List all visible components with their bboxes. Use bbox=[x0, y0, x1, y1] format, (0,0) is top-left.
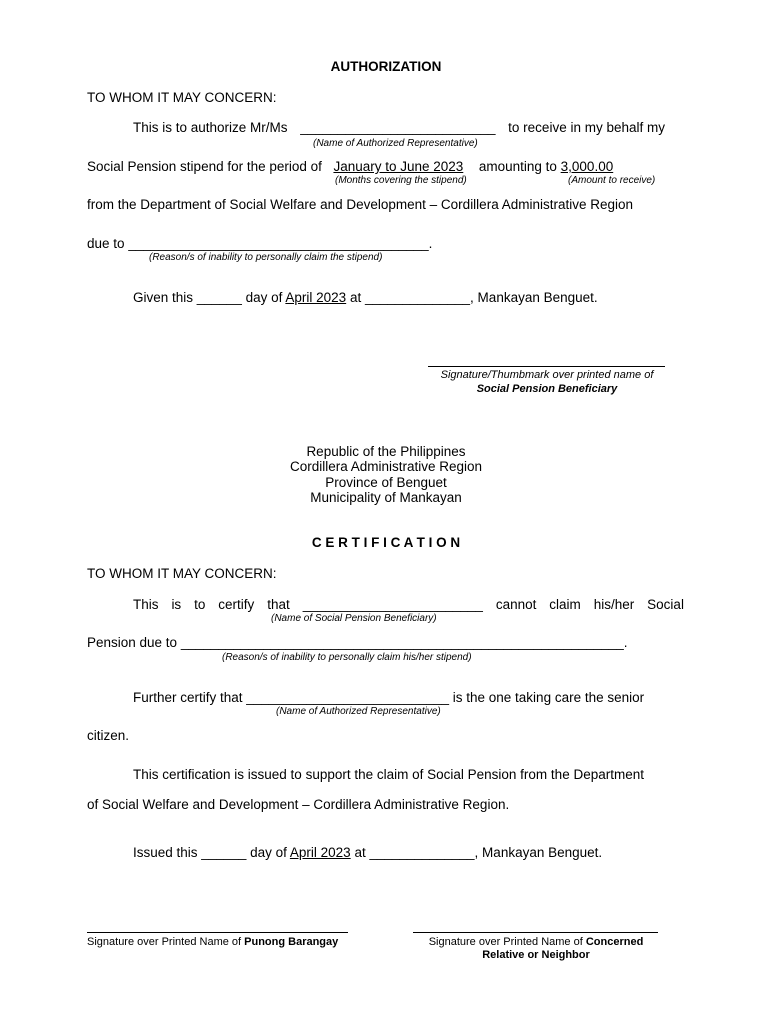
c1-word: cannot bbox=[495, 597, 537, 612]
issued-month: April 2023 bbox=[289, 845, 351, 860]
beneficiary-signature-caption: Signature/Thumbmark over printed name of bbox=[440, 369, 654, 381]
beneficiary-signature-role: Social Pension Beneficiary bbox=[476, 383, 618, 395]
certification-line6: of Social Welfare and Development – Cordillera Administrative Region. bbox=[87, 797, 510, 812]
header-republic: Republic of the Philippines bbox=[306, 444, 466, 459]
certification-salutation: TO WHOM IT MAY CONCERN: bbox=[87, 566, 277, 581]
certification-line3: Further certify that ___________________________ is the one taking care the senior bbox=[133, 690, 645, 705]
c1-word: Social bbox=[647, 597, 684, 612]
sig-right-pre: Signature over Printed Name of bbox=[428, 936, 586, 948]
line2-pre: Social Pension stipend for the period of bbox=[87, 159, 322, 174]
barangay-signature-caption bbox=[87, 937, 338, 948]
authorization-line2 bbox=[87, 160, 613, 174]
relative-signature-caption bbox=[400, 937, 672, 948]
c1-word: claim bbox=[549, 597, 581, 612]
barangay-signature-line bbox=[87, 932, 348, 933]
amount-value: 3,000.00 bbox=[560, 159, 614, 174]
note-amount: (Amount to receive) bbox=[568, 175, 656, 186]
line1-pre: This is to authorize Mr/Ms bbox=[133, 120, 288, 135]
certification-line2: Pension due to ___________________________________________________________. bbox=[87, 635, 628, 650]
certification-line4: citizen. bbox=[87, 728, 130, 743]
note-beneficiary: (Name of Social Pension Beneficiary) bbox=[271, 613, 437, 624]
sig-right-role: Concerned bbox=[585, 936, 644, 948]
beneficiary-blank: ________________________ bbox=[302, 597, 483, 612]
authorization-salutation: TO WHOM IT MAY CONCERN: bbox=[87, 90, 277, 105]
c1-word: is bbox=[171, 597, 182, 612]
note-reason-cert: (Reason/s of inability to personally claim his/her stipend) bbox=[222, 652, 472, 663]
note-reason: (Reason/s of inability to personally claim the stipend) bbox=[149, 252, 383, 263]
relative-signature-caption-2: Relative or Neighbor bbox=[482, 949, 590, 961]
certification-line5: This certification is issued to support the claim of Social Pension from the Department bbox=[133, 767, 644, 782]
issued-post: at ______________, Mankayan Benguet. bbox=[354, 845, 603, 860]
authorization-line3: from the Department of Social Welfare and Development – Cordillera Administrative Region bbox=[87, 197, 634, 212]
due-blank: ________________________________________. bbox=[128, 236, 433, 251]
given-pre: Given this ______ day of bbox=[133, 290, 283, 305]
relative-signature-line bbox=[413, 932, 658, 933]
due-pre: due to bbox=[87, 236, 125, 251]
sig-left-role: Punong Barangay bbox=[244, 936, 339, 948]
beneficiary-signature-line bbox=[428, 366, 665, 367]
note-authorized-representative: (Name of Authorized Representative) bbox=[313, 138, 478, 149]
sig-left-pre: Signature over Printed Name of bbox=[87, 936, 245, 948]
authorization-title: AUTHORIZATION bbox=[330, 59, 442, 74]
given-month: April 2023 bbox=[285, 290, 347, 305]
note-rep-cert: (Name of Authorized Representative) bbox=[276, 706, 441, 717]
header-municipality: Municipality of Mankayan bbox=[310, 490, 462, 505]
period-value: January to June 2023 bbox=[333, 159, 464, 174]
header-region: Cordillera Administrative Region bbox=[289, 459, 483, 474]
certification-title: C E R T I F I C A T I O N bbox=[311, 535, 461, 550]
certification-line1 bbox=[133, 598, 684, 612]
given-post: at ______________, Mankayan Benguet. bbox=[349, 290, 598, 305]
c1-word: his/her bbox=[593, 597, 635, 612]
issued-pre: Issued this ______ day of bbox=[133, 845, 287, 860]
header-province: Province of Benguet bbox=[325, 475, 447, 490]
c1-word: certify bbox=[218, 597, 255, 612]
line1-post: to receive in my behalf my bbox=[508, 120, 665, 135]
c1-word: This bbox=[133, 597, 159, 612]
representative-blank: __________________________ bbox=[300, 120, 496, 135]
note-months: (Months covering the stipend) bbox=[335, 175, 467, 186]
authorization-given-line bbox=[133, 291, 598, 305]
c1-word: that bbox=[267, 597, 290, 612]
c1-word: to bbox=[194, 597, 206, 612]
authorization-line1 bbox=[133, 121, 665, 135]
certification-issued-line bbox=[133, 846, 602, 860]
amount-pre: amounting to bbox=[478, 159, 557, 174]
authorization-due-line bbox=[87, 237, 432, 251]
